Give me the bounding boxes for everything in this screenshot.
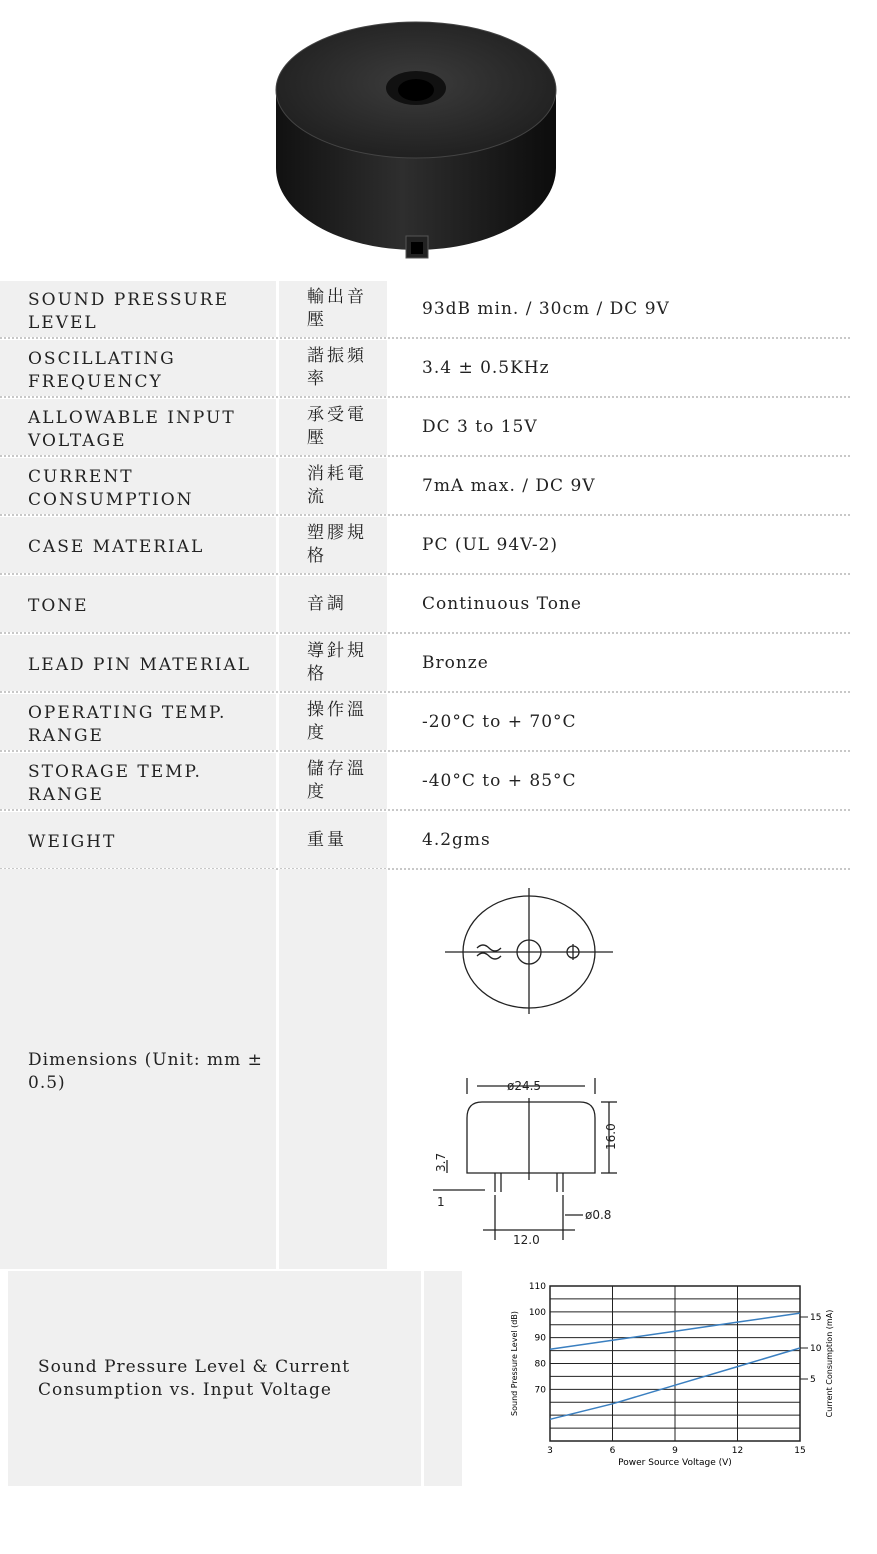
spl-current-chart xyxy=(505,1276,835,1471)
spec-row xyxy=(0,694,850,752)
spec-table xyxy=(0,281,850,871)
spec-label-zh: 重量 xyxy=(279,812,387,868)
spec-label-zh: 導針規格 xyxy=(279,635,387,691)
chart-y-tick-label: 70 xyxy=(534,1385,546,1396)
spec-label-zh: 承受電壓 xyxy=(279,399,387,455)
spec-label-zh: 操作溫度 xyxy=(279,694,387,750)
spec-label: TONE xyxy=(0,576,276,632)
chart-y-tick-label: 100 xyxy=(528,1307,546,1318)
spec-label-zh: 塑膠規格 xyxy=(279,517,387,573)
spec-value: Bronze xyxy=(422,653,489,673)
dim-pin-dia-label: ø0.8 xyxy=(585,1208,612,1222)
dim-diameter-label: ø24.5 xyxy=(507,1079,542,1093)
spec-value: -20°C to + 70°C xyxy=(422,712,577,732)
dim-pin-spacing-label: 12.0 xyxy=(513,1233,540,1247)
chart-y2-tick-label: 5 xyxy=(810,1375,816,1385)
chart-x-tick-label: 6 xyxy=(609,1446,616,1456)
graph-section-row xyxy=(8,1271,463,1486)
spec-value: 3.4 ± 0.5KHz xyxy=(422,358,550,378)
chart-y-tick-label: 90 xyxy=(534,1333,546,1344)
spec-label: LEAD PIN MATERIAL xyxy=(0,635,276,691)
chart-y-axis-label: Sound Pressure Level (dB) xyxy=(510,1311,519,1416)
spec-row xyxy=(0,517,850,575)
spec-value: 4.2gms xyxy=(422,830,491,850)
spec-label: SOUND PRESSURE LEVEL xyxy=(0,281,276,337)
spec-row xyxy=(0,340,850,398)
dim-top-height-label: 3.7 xyxy=(434,1152,448,1172)
spec-row xyxy=(0,635,850,693)
chart-x-tick-label: 12 xyxy=(731,1446,744,1456)
dimensions-label: Dimensions (Unit: mm ± 0.5) xyxy=(0,869,276,1269)
spec-label-zh: 諧振頻率 xyxy=(279,340,387,396)
dim-height-label: 16.0 xyxy=(604,1123,618,1150)
spec-value: -40°C to + 85°C xyxy=(422,771,577,791)
dimension-drawing xyxy=(425,880,625,1250)
spec-label-zh: 音調 xyxy=(279,576,387,632)
spec-label: STORAGE TEMP. RANGE xyxy=(0,753,276,809)
chart-y2-axis-label: Current Consumption (mA) xyxy=(825,1309,834,1418)
graph-section-spacer xyxy=(424,1271,462,1486)
chart-y2-tick-label: 15 xyxy=(810,1313,822,1323)
spec-label: OSCILLATING FREQUENCY xyxy=(0,340,276,396)
spec-value: PC (UL 94V-2) xyxy=(422,535,559,555)
spec-value: 93dB min. / 30cm / DC 9V xyxy=(422,299,670,319)
chart-x-tick-label: 15 xyxy=(794,1446,806,1456)
spec-label-zh: 輸出音壓 xyxy=(279,281,387,337)
spec-label: CURRENT CONSUMPTION xyxy=(0,458,276,514)
chart-x-tick-label: 9 xyxy=(672,1446,678,1456)
chart-y2-tick-label: 10 xyxy=(810,1344,822,1354)
dimensions-zh-cell xyxy=(279,869,387,1269)
spec-row xyxy=(0,281,850,339)
spec-value: DC 3 to 15V xyxy=(422,417,538,437)
chart-y-tick-label: 80 xyxy=(534,1359,546,1370)
spec-row xyxy=(0,399,850,457)
spec-row xyxy=(0,753,850,811)
spec-label: ALLOWABLE INPUT VOLTAGE xyxy=(0,399,276,455)
spec-label-zh: 儲存溫度 xyxy=(279,753,387,809)
chart-y-tick-label: 110 xyxy=(528,1282,546,1292)
spec-label-zh: 消耗電流 xyxy=(279,458,387,514)
dim-pin-length-label: 1 xyxy=(437,1195,445,1209)
spec-row xyxy=(0,812,850,870)
spec-label: OPERATING TEMP. RANGE xyxy=(0,694,276,750)
spec-label: WEIGHT xyxy=(0,812,276,868)
spec-row xyxy=(0,458,850,516)
graph-section-label: Sound Pressure Level & Current Consumption vs. Input Voltage xyxy=(8,1271,421,1486)
chart-x-tick-label: 3 xyxy=(547,1446,553,1456)
spec-value: Continuous Tone xyxy=(422,594,582,614)
spec-label: CASE MATERIAL xyxy=(0,517,276,573)
spec-row xyxy=(0,576,850,634)
buzzer-product-photo xyxy=(270,18,570,266)
spec-value: 7mA max. / DC 9V xyxy=(422,476,596,496)
chart-x-axis-label: Power Source Voltage (V) xyxy=(618,1458,732,1468)
